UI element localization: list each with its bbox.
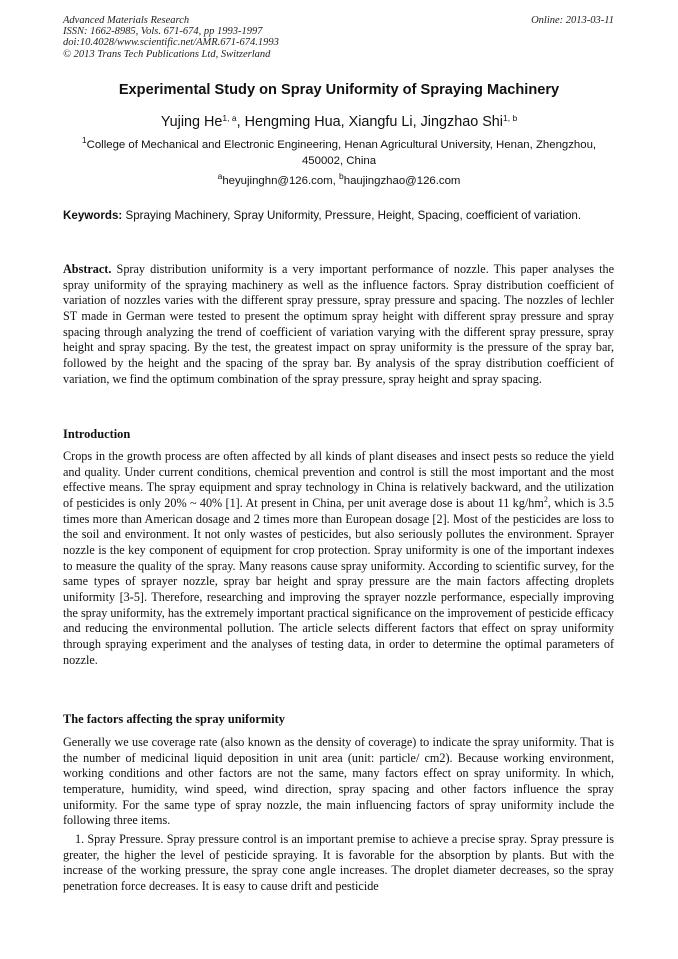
abstract-label: Abstract. bbox=[63, 262, 112, 276]
email-a: heyujinghn@126.com, bbox=[222, 175, 339, 187]
introduction-text-b: , which is 3.5 times more than American dosage and 2 times more than European dosage [2]. Most of the pesticides are loss to the soil and environment. It not only wastes of pesticides, but also seriously pollutes the environment. Sprayer nozzle is the key component of equipment for crop protection. Spray uniformity is one of the important indexes to measure the quality of the spray. Many reasons cause spray uniformity. According to scientific survey, for the same types of sprayer nozzle, spray bar height and spray pressure are the main factors affecting droplets uniformity [3-5]. Therefore, researching and improving the sprayer nozzle performance, especially improving the spray uniformity, has the extremely important practical significance on the improvement of pesticide efficacy and reducing the environmental pollution. The article selects different factors that effect on spray uniformity through spraying experiment and the analyses of testing data, in order to determine the optimal parameters of nozzle. bbox=[63, 495, 615, 667]
introduction-text-a: Crops in the growth process are often affected by all kinds of plant diseases and insect pests so reduce the yield and quality. Under current conditions, chemical prevention and control is still the most important and the most effective means. The spray equipment and spray technology in China is relatively backward, and the utilization of pesticides is only 20% ~ 40% [1]. At present in China, per unit average dose is about 11 kg/hm bbox=[63, 449, 614, 510]
paper-title: Experimental Study on Spray Uniformity of Spraying Machinery bbox=[118, 82, 560, 98]
author-others: , Hengming Hua, Xiangfu Li, Jingzhao Shi bbox=[236, 114, 503, 130]
keywords-text: Spraying Machinery, Spray Uniformity, Pressure, Height, Spacing, coefficient of variation. bbox=[122, 209, 582, 222]
online-date: Online: 2013-03-11 bbox=[531, 15, 614, 26]
keywords bbox=[63, 208, 614, 224]
issn-line: ISSN: 1662-8985, Vols. 671-674, pp 1993-1997 bbox=[63, 26, 263, 38]
email-b-sup: b bbox=[339, 171, 344, 181]
email-b: haujingzhao@126.com bbox=[343, 175, 461, 187]
affiliation-sup: 1 bbox=[81, 135, 87, 145]
author-last-sup: 1, b bbox=[503, 113, 518, 123]
abstract bbox=[63, 262, 614, 387]
journal-header bbox=[63, 15, 279, 60]
author-first: Yujing He bbox=[160, 114, 223, 130]
affiliation-text: College of Mechanical and Electronic Engineering, Henan Agricultural University, Henan, Zhengzhou, 450002, China bbox=[86, 139, 597, 167]
copyright-line: © 2013 Trans Tech Publications Ltd, Switzerland bbox=[63, 48, 271, 60]
factors-heading: The factors affecting the spray uniformity bbox=[63, 712, 285, 726]
journal-name: Advanced Materials Research bbox=[63, 15, 190, 26]
introduction-paragraph bbox=[63, 449, 614, 668]
keywords-label: Keywords: bbox=[63, 209, 123, 222]
author-emails bbox=[40, 171, 638, 187]
introduction-sup: 2 bbox=[543, 494, 548, 504]
author-first-sup: 1, a bbox=[222, 113, 237, 123]
factors-paragraph-2: 1. Spray Pressure. Spray pressure control is an important premise to achieve a precise spray. Spray pressure is greater, the higher the level of pesticide spraying. It is favorable for the absorption by plants. But with the increase of the working pressure, the spray cone angle increases. The droplet diameter decreases, so the spray penetration force decreases. It is easy to cause drift and pesticide bbox=[63, 832, 614, 893]
affiliation bbox=[80, 135, 598, 170]
author-list bbox=[40, 114, 638, 130]
abstract-text: Spray distribution uniformity is a very important performance of nozzle. This paper analyses the spray uniformity of the spraying machinery as well as the influence factors. Spray distribution coefficient of variation of nozzles varies with the different spray pressure, spray pressure and spacing. The nozzles of lechler ST made in German were tested to present the optimum spray height with different spray pressure and spray spacing through analyzing the trend of coefficient of variation varying with the different spray pressure, spray height and spray spacing. By the test, the greatest impact on spray uniformity is the pressure of the spray bar, followed by the height and the spacing of the spray bar. By analysis of the spray distribution coefficient of variation, we find the optimum combination of the spray pressure, spray height and spray spacing. bbox=[63, 262, 614, 386]
introduction-heading: Introduction bbox=[63, 427, 131, 441]
email-a-sup: a bbox=[217, 171, 223, 181]
doi-line: doi:10.4028/www.scientific.net/AMR.671-674.1993 bbox=[63, 37, 279, 49]
factors-paragraph-1: Generally we use coverage rate (also known as the density of coverage) to indicate the spray uniformity. That is the number of medicinal liquid deposition in unit area (unit: particle/ cm2). Because working environment, working conditions and other factors are not the same, many factors effect on spray uniformity. In which, temperature, humidity, wind speed, wind direction, spray spacing and other factors influence the spray uniformity. For the same type of spray nozzle, the main influencing factors of spray uniformity include the following three items. bbox=[63, 735, 614, 828]
